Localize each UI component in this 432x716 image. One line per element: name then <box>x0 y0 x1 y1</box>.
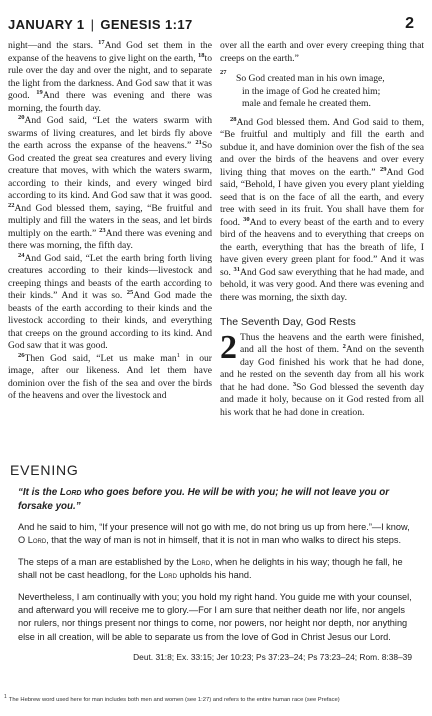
verse-text: And God said, “Let the waters swarm with swarms of living creatures, and let birds fly above the earth across the expanse of the heavens.” <box>8 115 212 151</box>
scripture-columns <box>8 40 424 460</box>
verse-number: 2 <box>342 342 346 350</box>
poem-line: in the image of God he created him; <box>242 85 381 97</box>
verse-text: Thus the heavens and the earth were finished, and all the host of them. <box>240 331 424 355</box>
verse-text: Then God said, “Let us make man <box>24 352 177 364</box>
paragraph-text: The steps of a man are established by the <box>18 556 192 567</box>
verse-text: And God saw everything that he had made, and behold, it was very good. And there was evening and there was morning, the sixth day. <box>220 266 424 303</box>
verse-number: 23 <box>99 226 106 234</box>
chapter-number: 2 <box>220 328 237 366</box>
verse-number: 21 <box>195 138 202 146</box>
page-number: 2 <box>405 15 414 32</box>
left-column <box>8 40 212 460</box>
footnote-text: The Hebrew word used here for man includes both men and women (see 1:27) and refers to the entire human race (see Preface) <box>8 697 340 703</box>
paragraph-text: , when he delights in his way; though he fall, he shall not be cast headlong, for the <box>18 556 403 581</box>
paragraph-text: , that the way of man is not in himself, that it is not in man who walks to direct his steps. <box>46 535 402 546</box>
verse-text: And there was evening and there was morning, the fifth day. <box>8 227 212 251</box>
verse-text: And God set them in the expanse of the heavens to give light on the earth, <box>8 40 212 64</box>
paragraph-genesis-2-1 <box>220 328 424 420</box>
poem-line: male and female he created them. <box>242 98 371 109</box>
verse-text: So God blessed the seventh day and made it holy, because on it God rested from all his work that he had done in creation. <box>220 381 424 418</box>
header-separator: | <box>90 16 95 32</box>
verse-number: 19 <box>36 88 43 96</box>
verse-text: And God said, “Behold, I have given you every plant yielding seed that is on the face of all the earth, and every tree with seed in its fruit. You shall have them for food. <box>220 166 424 228</box>
verse-text: And there was evening and there was morning, the fourth day. <box>8 90 212 114</box>
divine-name: Lord <box>158 570 177 581</box>
paragraph-genesis-1-17 <box>8 40 212 115</box>
poem-line: So God created man in his own image, <box>236 73 385 84</box>
divine-name: Lord <box>59 487 82 498</box>
running-head <box>8 17 193 32</box>
right-column <box>220 40 424 460</box>
paragraph-genesis-1-28 <box>220 117 424 305</box>
verse-number: 22 <box>8 201 15 209</box>
footnote-number: 1 <box>4 694 7 701</box>
divine-name: Lord <box>27 535 47 546</box>
paragraph-text: And he said to him, “If your presence will not go with me, do not bring us up from here.”—I know, O <box>18 522 410 546</box>
verse-text: night—and the stars. <box>8 40 99 51</box>
verse-number: 17 <box>98 38 105 46</box>
verse-number: 3 <box>292 380 297 388</box>
evening-paragraph <box>18 521 414 548</box>
verse-number: 26 <box>18 351 25 359</box>
verse-text: And God blessed them, saying, “Be fruitful and multiply and fill the waters in the seas, and let birds multiply on the earth.” <box>8 202 212 239</box>
paragraph-genesis-1-26 <box>8 353 212 403</box>
scripture-references: Deut. 31:8; Ex. 33:15; Jer 10:23; Ps 37:23–24; Ps 73:23–24; Rom. 8:38–39 <box>133 652 412 663</box>
evening-paragraph: Nevertheless, I am continually with you; you hold my right hand. You guide me with your counsel, and afterward you will receive me to glory.—For I am sure that neither death nor life, nor angels nor rulers, nor things present nor things to come, nor powers, nor height nor depth, nor anything else in all creation, will be able to separate us from the love of God in Christ Jesus our Lord. <box>18 591 412 642</box>
evening-reading <box>10 462 414 663</box>
verse-text: And to every beast of the earth and to every bird of the heavens and to everything that creeps on the earth, everything that has the breath of life, I have given every green plant for food.” And it was so. <box>220 216 424 278</box>
paragraph-text: upholds his hand. <box>176 570 252 581</box>
paragraph-continuation: over all the earth and over every creeping thing that creeps on the earth.” <box>220 40 424 64</box>
verse-number: 30 <box>243 215 250 223</box>
footnote-marker[interactable]: 1 <box>176 351 180 359</box>
footnote <box>4 694 428 704</box>
verse-text: And God made the beasts of the earth according to their kinds and the livestock according to their kinds, and everything that creeps on the ground according to its kind. And God saw that it was good. <box>8 290 212 351</box>
verse-number: 25 <box>126 288 134 296</box>
verse-text: So God created the great sea creatures and every living creature that moves, with which the waters swarm, according to their kinds, and every winged bird according to its kind. And God saw that it was good. <box>8 140 212 201</box>
verse-number: 28 <box>230 115 237 123</box>
verse-number: 31 <box>233 265 241 273</box>
verse-text: in our image, after our likeness. And let them have dominion over the fish of the sea and over the birds of the heavens and over the livestock and <box>8 352 212 401</box>
evening-title: EVENING <box>10 462 79 478</box>
verse-number: 24 <box>18 251 25 259</box>
verse-number: 29 <box>379 165 387 173</box>
verse-number: 20 <box>18 113 25 121</box>
verse-number: 18 <box>198 51 205 59</box>
verse-text: And God said, “Let the earth bring forth living creatures according to their kinds—livestock and creeping things and beasts of the earth according to their kinds.” And it was so. <box>8 252 212 301</box>
evening-key-verse <box>18 486 414 513</box>
verse-text: And God blessed them. And God said to them, “Be fruitful and multiply and fill the earth and subdue it, and have dominion over the fish of the sea and over the birds of the heavens and over every living thing that moves on the earth.” <box>220 116 424 178</box>
section-heading: The Seventh Day, God Rests <box>220 316 356 328</box>
running-header <box>8 14 414 34</box>
verse-text: And on the seventh day God finished his work that he had done, and he rested on the seventh day from all his work that he had done. <box>220 344 424 393</box>
divine-name: Lord <box>191 556 211 567</box>
verse-text: to rule over the day and over the night, and to separate the light from the darkness. And God saw that it was good. <box>8 52 212 101</box>
evening-paragraph <box>18 556 414 583</box>
paragraph-genesis-1-20 <box>8 115 212 253</box>
poetry-genesis-1-27: 27 So God created man in his own image, in the image of God he created him; male and female he created them. <box>220 73 424 111</box>
header-date: JANUARY 1 <box>8 16 85 32</box>
header-reference: GENESIS 1:17 <box>100 16 193 32</box>
quote-text: “It is the <box>18 487 60 498</box>
paragraph-genesis-1-24 <box>8 253 212 353</box>
quote-text: who goes before you. He will be with you; he will not leave you or forsake you.” <box>18 487 390 512</box>
